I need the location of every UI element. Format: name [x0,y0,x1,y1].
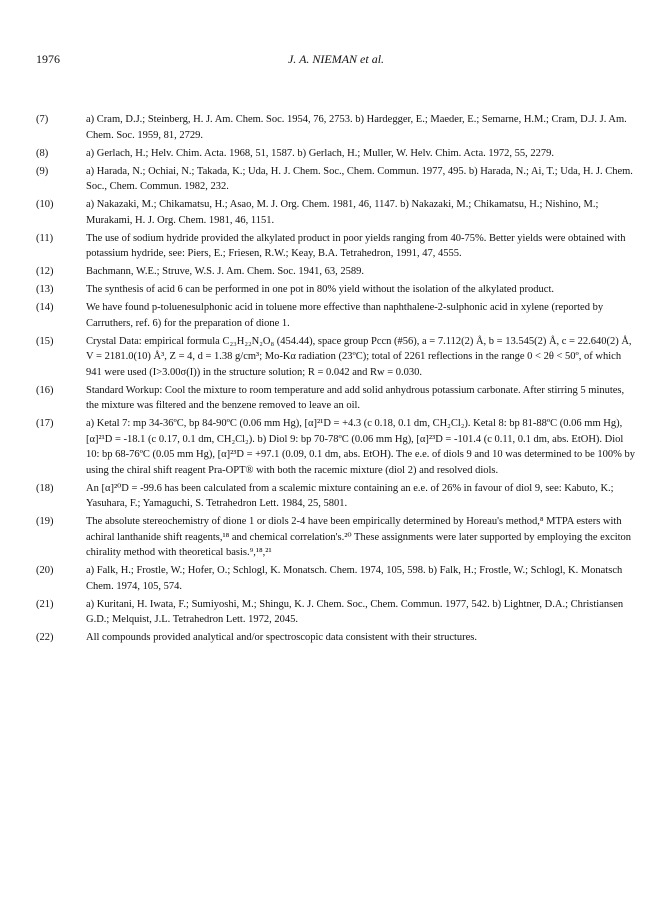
note-14 [36,300,636,331]
note-15 [36,334,636,381]
page-header [0,52,672,70]
note-text: a) Harada, N.; Ochiai, N.; Takada, K.; Uda, H. J. Chem. Soc., Chem. Commun. 1977, 495. b) Harada, N.; Ai, T.; Uda, H. J. Chem. Soc., Chem. Commun. 1982, 232. [86,165,633,192]
note-21 [36,597,636,628]
note-11 [36,231,636,262]
note-16 [36,383,636,414]
note-number: (9) [36,165,49,177]
note-text: a) Gerlach, H.; Helv. Chim. Acta. 1968, 51, 1587. b) Gerlach, H.; Muller, W. Helv. Chim. Acta. 1972, 55, 2279. [86,147,555,159]
page-number: 1976 [36,52,60,66]
notes-list [36,112,636,648]
note-number: (8) [36,147,49,159]
note-text: Bachmann, W.E.; Struve, W.S. J. Am. Chem. Soc. 1941, 63, 2589. [86,266,364,277]
note-text: Crystal Data: empirical formula C₂₃H₂₂N₂O₈ (454.44), space group Pccn (#56), a = 7.112(2) Å, b = 13.545(2) Å, c = 22.640(2) Å, V = 2181.0(10) Å³, Z = 4, d = 1.38 g/cm³; Mo-Kα radiation (23ºC); total of 2261 reflections in the range 0 < 2θ < 50º, of which 941 were used (I>3.00σ(I)) in the structure solution; R = 0.042 and Rw = 0.030. [86,335,632,378]
note-text: a) Falk, H.; Frostle, W.; Hofer, O.; Schlogl, K. Monatsch. Chem. 1974, 105, 598. b) Falk, H.; Frostle, W.; Schlogl, K. Monatsch Chem. 1974, 105, 574. [86,565,623,592]
note-text: The synthesis of acid 6 can be performed in one pot in 80% yield without the isolation of the alkylated product. [86,284,555,295]
note-number: (22) [36,632,54,643]
note-number: (7) [36,114,49,125]
note-12 [36,264,636,280]
note-number: (16) [36,384,54,396]
note-18 [36,481,636,512]
note-17 [36,416,636,478]
note-text: a) Kuritani, H. Iwata, F.; Sumiyoshi, M.; Shingu, K. J. Chem. Soc., Chem. Commun. 1977, 542. b) Lightner, D.A.; Christiansen G.D.; Melquist, J.L. Tetrahedron Lett. 1972, 2045. [86,598,624,625]
note-number: (10) [36,199,54,210]
note-22 [36,630,636,646]
note-number: (15) [36,335,54,347]
note-number: (14) [36,302,54,313]
note-text: An [α]²⁰D = -99.6 has been calculated from a scalemic mixture containing an e.e. of 26% in favour of diol 9, see: Kabuto, K.; Yasuhara, F.; Yamaguchi, S. Tetrahedron Lett. 1984, 25, 5801. [86,482,614,509]
note-text: Standard Workup: Cool the mixture to room temperature and add solid anhydrous potassium carbonate. After stirring 5 minutes, the mixture was filtered and the benzene removed to leave an oil. [86,384,625,411]
note-text: The use of sodium hydride provided the alkylated product in poor yields ranging from 40-75%. Better yields were obtained with potassium hydride, see: Piers, E.; Friesen, R.W.; Keay, B.A. Tetrahedron, 1991, 47, 4555. [86,232,626,259]
note-number: (12) [36,266,54,277]
note-text: a) Nakazaki, M.; Chikamatsu, H.; Asao, M. J. Org. Chem. 1981, 46, 1147. b) Nakazaki, M.; Chikamatsu, H.; Nishino, M.; Murakami, H. J. Org. Chem. 1981, 46, 1151. [86,199,599,226]
note-text: a) Ketal 7: mp 34-36ºC, bp 84-90ºC (0.06 mm Hg), [α]²¹D = +4.3 (c 0.18, 0.1 dm, CH₂Cl₂). Ketal 8: bp 81-88ºC (0.06 mm Hg), [α]²¹D = -18.1 (c 0.17, 0.1 dm, CH₂Cl₂). b) Diol 9: bp 70-78ºC (0.06 mm Hg), [α]²³D = -101.4 (c 0.11, 0.1 dm, abs. EtOH). Diol 10: bp 68-76ºC (0.05 mm Hg), [α]²³D = +97.1 (0.09, 0.1 dm, abs. EtOH). The e.e. of diols 9 and 10 was determined to be 100% by using the chiral shift reagent Pra-OPT® with both the racemic mixture (diol 2) and resolved diols. [86,418,635,476]
note-text: The absolute stereochemistry of dione 1 or diols 2-4 have been empirically determined by Horeau's method,⁸ MTPA esters with achiral lanthanide shift reagents,¹⁸ and chemical correlation's.²⁰ These assignments were later supported by employing the exciton chirality method with theoretical basis.⁹,¹⁸,²¹ [86,516,632,558]
note-8 [36,146,636,162]
note-number: (11) [36,232,54,244]
note-number: (18) [36,482,54,494]
running-head: J. A. NIEMAN et al. [287,52,385,66]
note-number: (19) [36,516,54,527]
note-19 [36,514,636,561]
note-20 [36,563,636,594]
note-7 [36,112,636,143]
note-number: (20) [36,565,54,576]
note-number: (21) [36,598,54,610]
note-text: All compounds provided analytical and/or spectroscopic data consistent with their structures. [86,632,478,643]
note-9 [36,164,636,195]
note-10 [36,197,636,228]
note-text: We have found p-toluenesulphonic acid in toluene more effective than naphthalene-2-sulphonic acid in xylene (reported by Carruthers, ref. 6) for the preparation of dione 1. [86,302,604,329]
note-13 [36,282,636,298]
note-number: (17) [36,418,54,429]
note-text: a) Cram, D.J.; Steinberg, H. J. Am. Chem. Soc. 1954, 76, 2753. b) Hardegger, E.; Maeder, E.; Semarne, H.M.; Cram, D.J. J. Am. Chem. Soc. 1959, 81, 2729. [86,114,627,141]
note-number: (13) [36,284,54,295]
